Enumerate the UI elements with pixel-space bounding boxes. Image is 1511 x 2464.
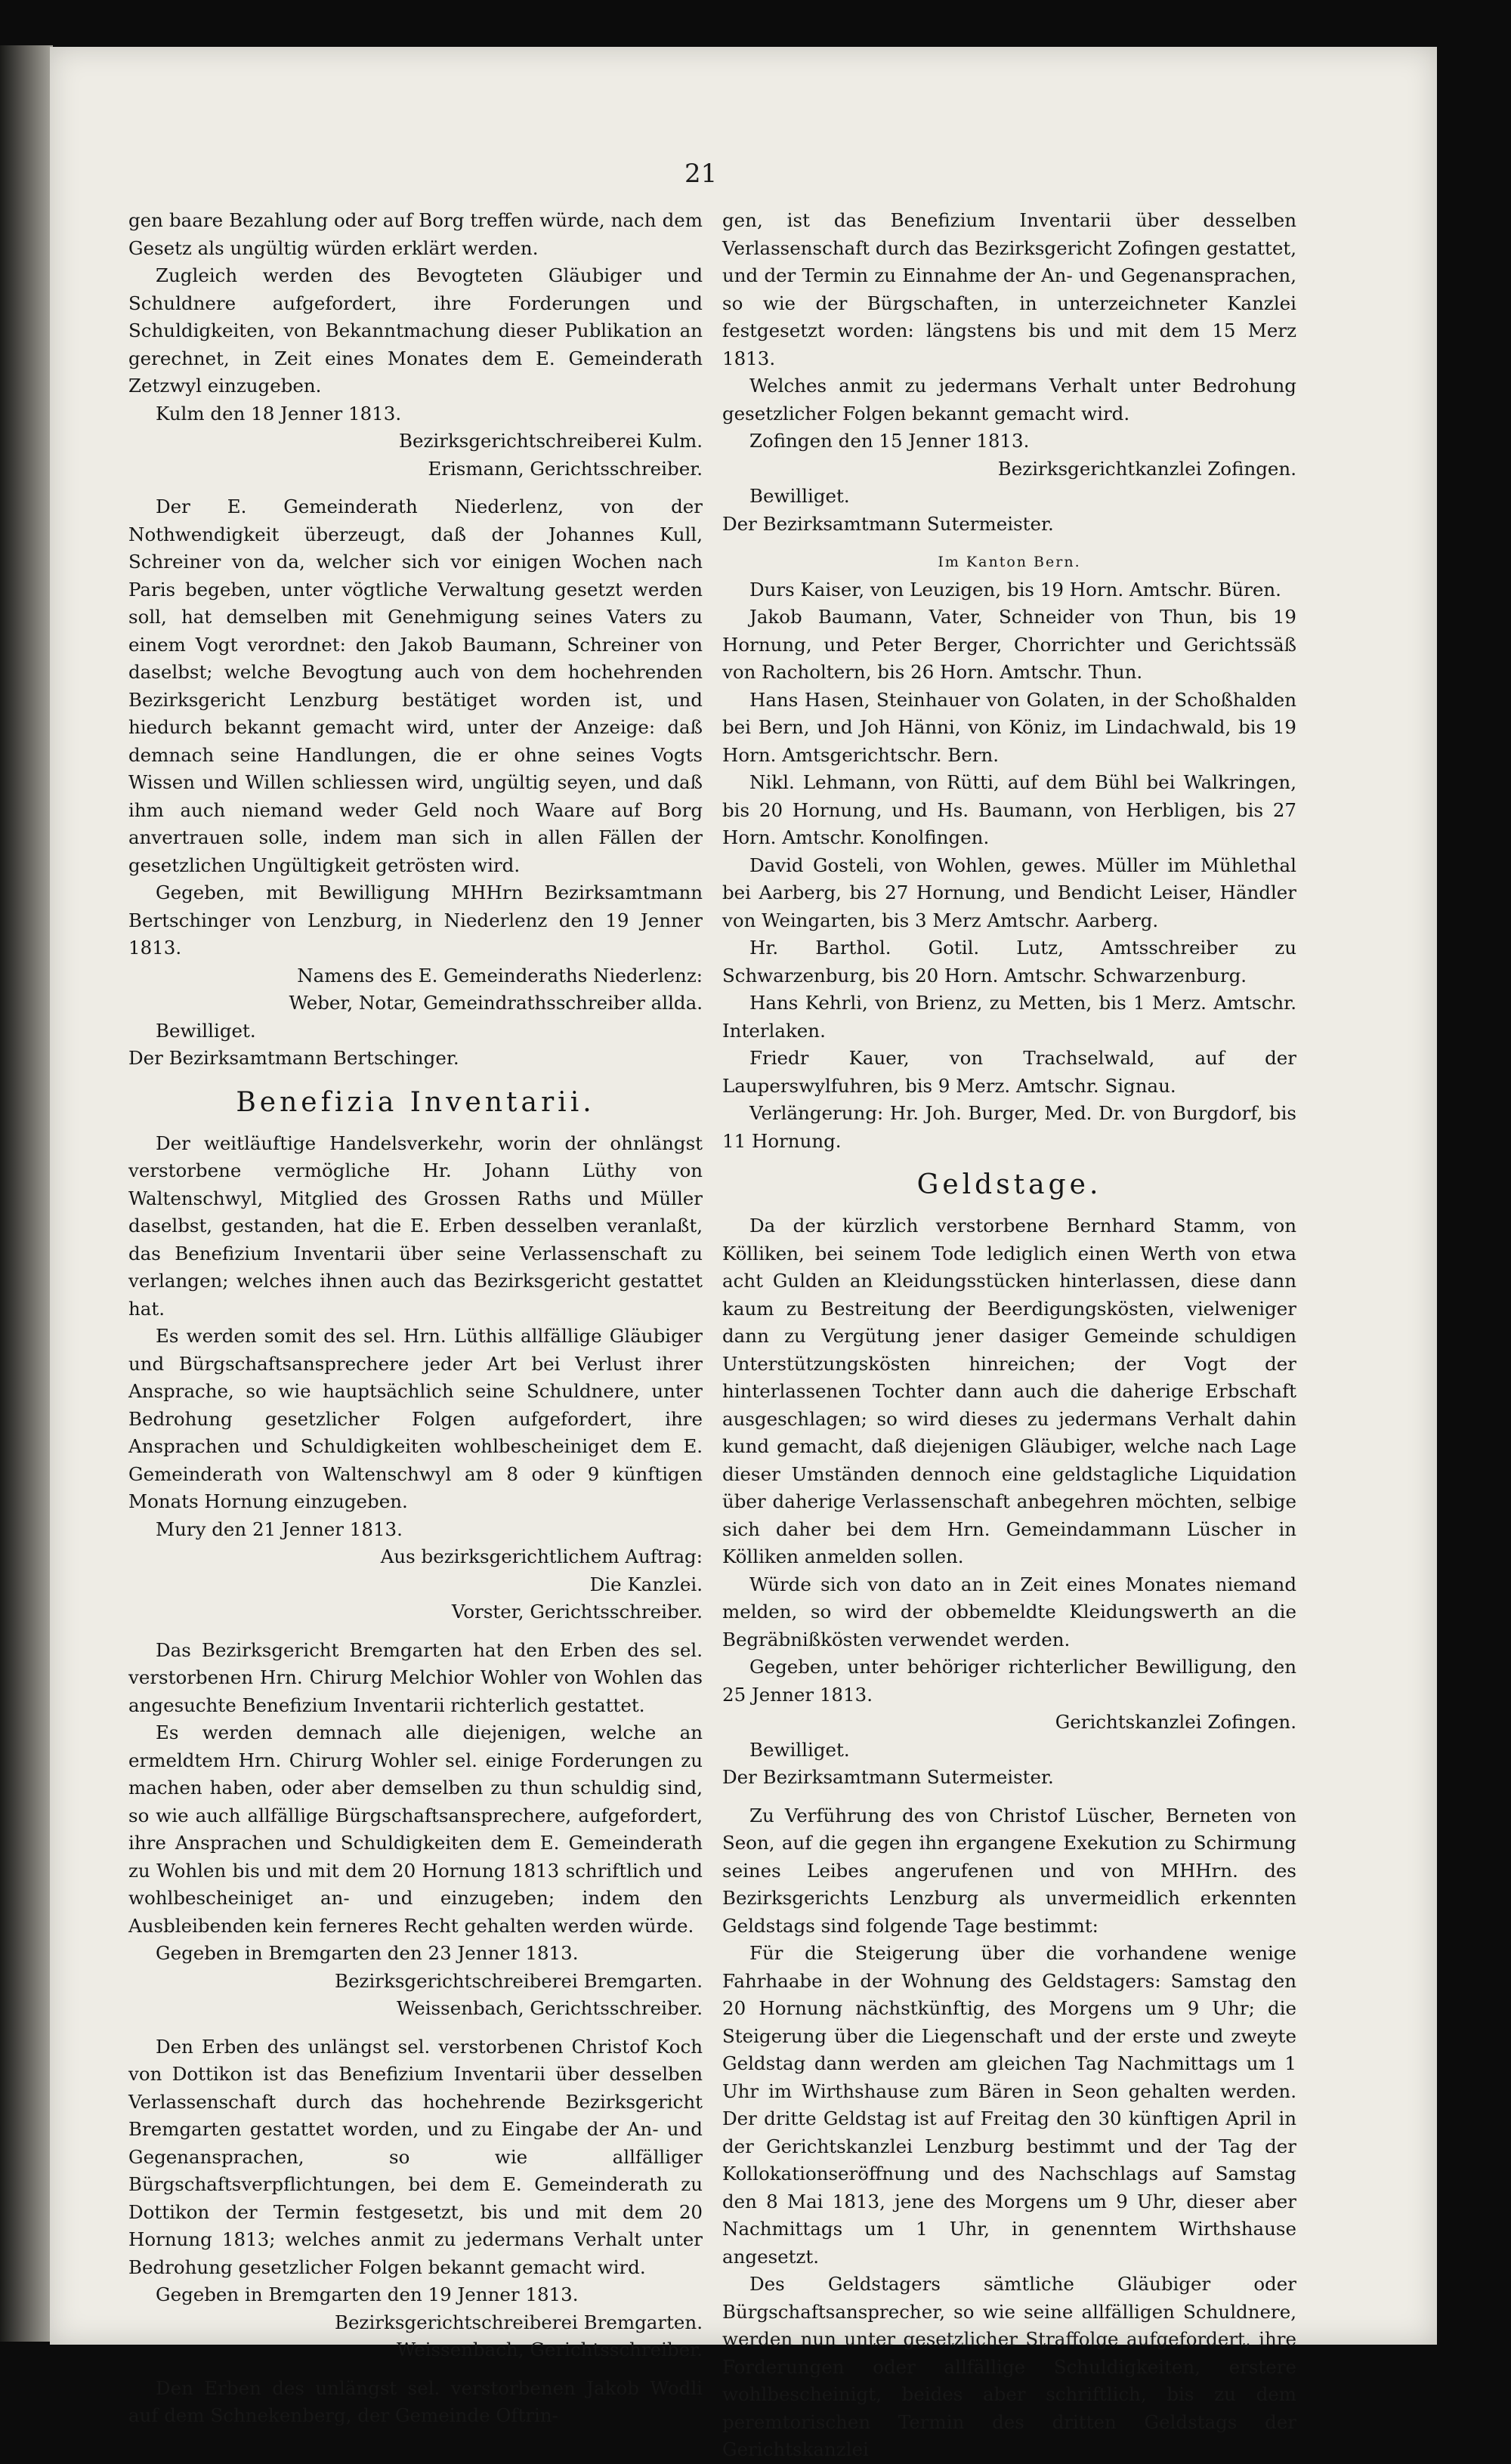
paragraph: Des Geldstagers sämtliche Gläubiger oder Bürgschaftsansprecher, so wie seine allfälligen Schuldnere, werden nun unter gesetzlicher Straffolge aufgefordert, ihre Forderungen oder allfällige Schuldigkeiten, erstere wohlbescheinigt, beides aber schriftlich, bis zu dem peremtorischen Termin des dritten Geldstags der Gerichtskanzlei [722, 2273, 1296, 2460]
paragraph: Zugleich werden des Bevogteten Gläubiger und Schuldnere aufgefordert, ihre Forderungen und Schuldigkeiten, von Bekanntmachung dieser Publikation an gerechnet, in Zeit eines Monates dem E. Gemeinderath Zetzwyl einzugeben. [128, 264, 703, 397]
date-line: Gegeben in Bremgarten den 19 Jenner 1813. [156, 2283, 579, 2305]
page-number: 21 [684, 159, 718, 189]
signature-line: Vorster, Gerichtsschreiber. [451, 1601, 703, 1623]
list-entry: Hr. Barthol. Gotil. Lutz, Amtsschreiber zu Schwarzenburg, bis 20 Horn. Amtschr. Schwarzenburg. [722, 937, 1296, 987]
list-entry: Friedr Kauer, von Trachselwald, auf der Lauperswylfuhren, bis 9 Merz. Amtschr. Signau. [722, 1047, 1296, 1097]
paragraph: Den Erben des unlängst sel. verstorbenen Jakob Wodli auf dem Schnekenberg, der Gemeinde Oftrin- [128, 2376, 703, 2426]
signature-line: Aus bezirksgerichtlichem Auftrag: [380, 1545, 703, 1567]
list-entry: Verlängerung: Hr. Joh. Burger, Med. Dr. von Burgdorf, bis 11 Hornung. [722, 1102, 1296, 1152]
paragraph: Da der kürzlich verstorbene Bernhard Stamm, von Kölliken, bei seinem Tode lediglich einen Werth von etwa acht Gulden an Kleidungsstücken hinterlassen, diese dann kaum zu Bestreitung der Beerdigungskösten, vielweniger dann zu Vergütung jener dasiger Gemeinde schuldigen Unterstützungskösten hinreichen; der Vogt der hinterlassenen Tochter dann auch die daherige Erbschaft ausgeschlagen; so wird dieses zu jedermans Verhalt dahin kund gemacht, daß diejenigen Gläubiger, welche nach Lage dieser Umständen dennoch eine geldstagliche Liquidation über daherige Verlassenschaft anbegehren möchten, selbige sich daher bei dem Hrn. Gemeindammann Lüscher in Kölliken anmelden sollen. [722, 1215, 1296, 1567]
signature-line: Gerichtskanzlei Zofingen. [1055, 1711, 1296, 1733]
list-entry: Hans Hasen, Steinhauer von Golaten, in der Schoßhalden bei Bern, und Joh Hänni, von Köniz, im Lindachwald, bis 19 Horn. Amtsgerichtschr. Bern. [722, 688, 1296, 766]
paragraph: Der weitläuftige Handelsverkehr, worin der ohnlängst verstorbene vermögliche Hr. Johann Lüthy von Waltenschwyl, Mitglied des Grossen Raths und Müller daselbst, gestanden, hat die E. Erben desselben veranlaßt, das Benefizium Inventarii über seine Verlassenschaft zu verlangen; welches ihnen auch das Bezirksgericht gestattet hat. [128, 1132, 703, 1320]
list-entry: Jakob Baumann, Vater, Schneider von Thun, bis 19 Hornung, und Peter Berger, Chorrichter und Gerichtssäß von Racholtern, bis 26 Horn. Amtschr. Thun. [722, 606, 1296, 683]
signature-line: Bezirksgerichtschreiberei Bremgarten. [335, 1969, 703, 1992]
date-line: Zofingen den 15 Jenner 1813. [749, 430, 1030, 452]
signature-line: Bezirksgerichtschreiberei Kulm. [399, 430, 703, 452]
signature-line: Weissenbach, Gerichtsschreiber. [397, 2339, 703, 2361]
list-entry: David Gosteli, von Wohlen, gewes. Müller im Mühlethal bei Aarberg, bis 27 Hornung, und Bendicht Leiser, Händler von Weingarten, bis 3 Merz Amtschr. Aarberg. [722, 854, 1296, 931]
approval-line: Bewilliget. [156, 1019, 256, 1042]
paragraph: Der E. Gemeinderath Niederlenz, von der Nothwendigkeit überzeugt, daß der Johannes Kull, Schreiner von da, welcher sich vor einigen Wochen nach Paris begeben, unter vögtliche Verwaltung gesetzt werden soll, hat demselben mit Genehmigung seines Vaters zu einem Vogt verordnet: den Jakob Baumann, Schreiner von daselbst; welche Bevogtung auch von dem hochehrenden Bezirksgericht Lenzburg bestätiget worden ist, und hiedurch bekannt gemacht wird, unter der Anzeige: daß demnach seine Handlungen, die er ohne seines Vogts Wissen und Willen schliessen wird, ungültig seyen, und daß ihm auch niemand weder Geld noch Waare auf Borg anvertrauen solle, indem man sich in allen Fällen der gesetzlichen Ungültigkeit getrösten wird. [128, 496, 703, 876]
signature-line: Bezirksgerichtkanzlei Zofingen. [997, 457, 1296, 480]
paragraph: Welches anmit zu jedermans Verhalt unter Bedrohung gesetzlicher Folgen bekannt gemacht wird. [722, 375, 1296, 425]
paragraph: Gegeben, unter behöriger richterlicher Bewilligung, den 25 Jenner 1813. [722, 1656, 1296, 1706]
approval-line: Bewilliget. [749, 485, 850, 507]
date-line: Gegeben in Bremgarten den 23 Jenner 1813. [156, 1942, 579, 1964]
list-entry: Durs Kaiser, von Leuzigen, bis 19 Horn. Amtschr. Büren. [749, 578, 1281, 601]
paragraph: gen baare Bezahlung oder auf Borg treffen würde, nach dem Gesetz als ungültig würden erklärt werden. [128, 209, 703, 259]
newspaper-page [50, 47, 1437, 2460]
paragraph: Zu Verführung des von Christof Lüscher, Berneten von Seon, auf die gegen ihn ergangene Exekution zu Schirmung seines Leibes angerufenen und von MHHrn. des Bezirksgerichts Lenzburg als unvermeidlich erkennten Geldstags sind folgende Tage bestimmt: [722, 1804, 1296, 1937]
signature-line: Erismann, Gerichtsschreiber. [428, 457, 703, 480]
paragraph: Es werden somit des sel. Hrn. Lüthis allfällige Gläubiger und Bürgschaftsansprechere jeder Art bei Verlust ihrer Ansprache, so wie hauptsächlich seine Schuldnere, unter Bedrohung gesetzlicher Folgen aufgefordert, ihre Ansprachen und Schuldigkeiten wohlbescheiniget dem E. Gemeinderath von Waltenschwyl am 8 oder 9 künftigen Monats Hornung einzugeben. [128, 1325, 703, 1512]
list-entry: Nikl. Lehmann, von Rütti, auf dem Bühl bei Walkringen, bis 20 Hornung, und Hs. Baumann, von Herbligen, bis 27 Horn. Amtschr. Konolfingen. [722, 771, 1296, 848]
paragraph: Es werden demnach alle diejenigen, welche an ermeldtem Hrn. Chirurg Wohler sel. einige Forderungen zu machen haben, oder aber demselben zu thun schuldig sind, so wie auch allfällige Bürgschaftsansprechere, aufgefordert, ihre Ansprachen und Schuldigkeiten dem E. Gemeinderath zu Wohlen bis und mit dem 20 Hornung 1813 schriftlich und wohlbescheiniget an- und einzugeben; indem den Ausbleibenden kein ferneres Recht gehalten werden würde. [128, 1721, 703, 1937]
signature-line: Die Kanzlei. [589, 1573, 703, 1595]
paragraph: Gegeben, mit Bewilligung MHHrn Bezirksamtmann Bertschinger von Lenzburg, in Niederlenz den 19 Jenner 1813. [128, 882, 703, 959]
paragraph: Für die Steigerung über die vorhandene wenige Fahrhaabe in der Wohnung des Geldstagers: Samstag den 20 Hornung nächstkünftig, des Morgens um 9 Uhr; die Steigerung über die Liegenschaft und der erste und zweyte Geldstag dann werden am gleichen Tag Nachmittags um 1 Uhr im Wirthshause zum Bären in Seon gehalten werden. Der dritte Geldstag ist auf Freitag den 30 künftigen April in der Gerichtskanzlei Lenzburg bestimmt und der Tag der Kollokationseröffnung und des Nachschlags auf Samstag den 8 Mai 1813, jene des Morgens um 9 Uhr, dieser aber Nachmittags um 1 Uhr, in genenntem Wirthshause angesetzt. [722, 1942, 1296, 2268]
approval-line: Der Bezirksamtmann Bertschinger. [128, 1047, 459, 1069]
canton-subheading: Im Kanton Bern. [938, 554, 1081, 570]
signature-line: Bezirksgerichtschreiberei Bremgarten. [335, 2311, 703, 2333]
approval-line: Der Bezirksamtmann Sutermeister. [722, 512, 1054, 535]
left-column [128, 207, 703, 2430]
paragraph: Den Erben des unlängst sel. verstorbenen Christof Koch von Dottikon ist das Benefizium Inventarii über desselben Verlassenschaft durch das hochehrende Bezirksgericht Bremgarten gestattet worden, und zu Eingabe der An- und Gegenansprachen, so wie allfälliger Bürgschaftsverpflichtungen, bei dem E. Gemeinderath zu Dottikon der Termin festgesetzt, bis und mit dem 20 Hornung 1813; welches anmit zu jedermans Verhalt unter Bedrohung gesetzlicher Folgen bekannt gemacht wird. [128, 2035, 703, 2278]
date-line: Mury den 21 Jenner 1813. [156, 1518, 403, 1540]
signature-line: Weber, Notar, Gemeindrathsschreiber allda. [289, 992, 703, 1014]
section-heading: Benefizia Inventarii. [236, 1086, 595, 1118]
signature-line: Namens des E. Gemeinderaths Niederlenz: [297, 964, 703, 987]
paragraph: gen, ist das Benefizium Inventarii über desselben Verlassenschaft durch das Bezirksgericht Zofingen gestattet, und der Termin zu Einnahme der An- und Gegenansprachen, so wie der Bürgschaften, in unterzeichneter Kanzlei festgesetzt worden: längstens bis und mit dem 15 Merz 1813. [722, 209, 1296, 369]
signature-line: Weissenbach, Gerichtsschreiber. [397, 1997, 703, 2019]
date-line: Kulm den 18 Jenner 1813. [156, 402, 402, 425]
section-heading: Geldstage. [916, 1169, 1102, 1200]
approval-line: Bewilliget. [749, 1738, 850, 1761]
paragraph: Das Bezirksgericht Bremgarten hat den Erben des sel. verstorbenen Hrn. Chirurg Melchior Wohler von Wohlen das angesuchte Benefizium Inventarii richterlich gestattet. [128, 1638, 703, 1716]
approval-line: Der Bezirksamtmann Sutermeister. [722, 1766, 1054, 1788]
right-column [722, 207, 1296, 2464]
previous-page-edge [0, 45, 53, 2342]
paragraph: Würde sich von dato an in Zeit eines Monates niemand melden, so wird der obbemeldte Kleidungswerth an die Begräbnißkösten verwendet werden. [722, 1573, 1296, 1650]
list-entry: Hans Kehrli, von Brienz, zu Metten, bis 1 Merz. Amtschr. Interlaken. [722, 992, 1296, 1042]
